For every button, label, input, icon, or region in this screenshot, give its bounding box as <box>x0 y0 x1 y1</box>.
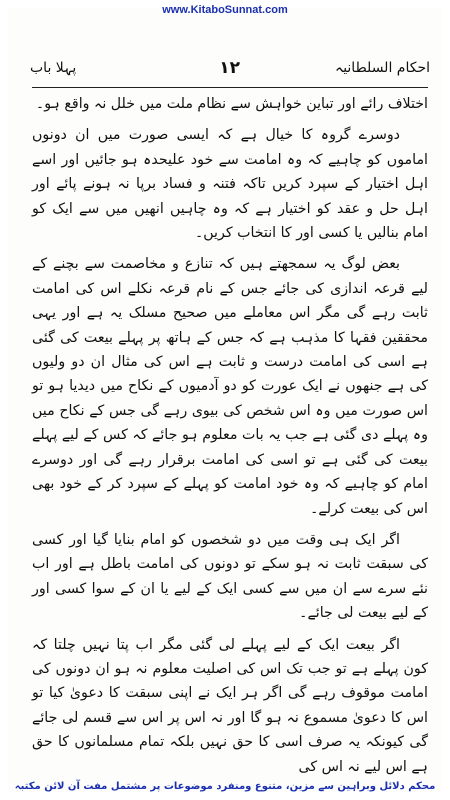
book-title: احکام السلطانیہ <box>334 60 430 76</box>
page-body <box>32 92 428 786</box>
site-url[interactable]: www.KitaboSunnat.com <box>162 4 288 16</box>
paragraph: دوسرے گروہ کا خیال ہے کہ ایسی صورت میں ان دونوں اماموں کو چاہیے کہ وہ امامت سے خود علیحدہ ہو جائیں اور اسے اہل اختیار کے سپرد کریں تاکہ فتنہ و فساد برپا نہ ہونے پائے اور اہل حل و عقد کو اختیار ہے کہ وہ چاہیں انھیں میں سے ایک کو امام بنالیں یا کسی اور کا انتخاب کریں۔ <box>32 127 428 242</box>
footer-tagline: محکم دلائل وبراہین سے مزین، متنوع ومنفرد موضوعات پر مشتمل مفت آن لائن مکتبہ <box>14 781 436 792</box>
paragraph: اگر ایک ہی وقت میں دو شخصوں کو امام بنایا گیا اور کسی کی سبقت ثابت نہ ہو سکے تو دونوں کی امامت باطل ہے اور اب نئے سرے سے ان میں سے کسی ایک کے لیے یا ان کے سوا کسی اور کے لیے بیعت لی جائے۔ <box>32 531 428 622</box>
chapter-title: پہلا باب <box>30 60 77 76</box>
paragraph: اختلاف رائے اور تباین خواہش سے نظام ملت میں خلل نہ واقع ہو۔ <box>35 96 428 112</box>
header-divider <box>32 87 428 88</box>
page-number: ۱۲ <box>219 58 240 78</box>
page-header <box>30 58 430 84</box>
paragraph: بعض لوگ یہ سمجھتے ہیں کہ تنازع و مخاصمت سے بچنے کے لیے قرعہ اندازی کی جائے جس کے نام قرعہ نکلے اس کی امامت ثابت رہے گی مگر اس معاملے میں صحیح مسلک یہ ہے اور یہی محققین فقہا کا مذہب ہے کہ جس کے ہاتھ پر پہلے بیعت کی گئی ہے اسی کی امامت درست و ثابت ہے اس کی مثال ان دو ولیوں کی ہے جنھوں نے ایک عورت کو دو آدمیوں کے نکاح میں دیدیا ہو تو اس صورت میں وہ اس شخص کی بیوی رہے گی جس کے نکاح میں وہ پہلے دی گئی ہے جب یہ بات معلوم ہو جائے کہ کس کے لیے پہلے بیعت کی گئی ہے تو اسی کی امامت برقرار رہے گی اور دوسرے امام کو چاہیے کہ وہ خود امامت کو پہلے کے سپرد کر کے خود بھی اس کی بیعت کرلے۔ <box>32 256 428 517</box>
paragraph: اگر بیعت ایک کے لیے پہلے لی گئی مگر اب پتا نہیں چلتا کہ کون پہلے ہے تو جب تک اس کی اصلیت معلوم نہ ہو ان دونوں کی امامت موقوف رہے گی اگر ہر ایک نے اپنی سبقت کا دعویٰ کیا تو اس کا دعویٰ مسموع نہ ہو گا اور نہ اس پر اس سے قسم لی جائے گی کیونکہ یہ صرف اسی کا حق نہیں بلکہ تمام مسلمانوں کا حق ہے اس لیے نہ اس کی <box>32 636 428 775</box>
